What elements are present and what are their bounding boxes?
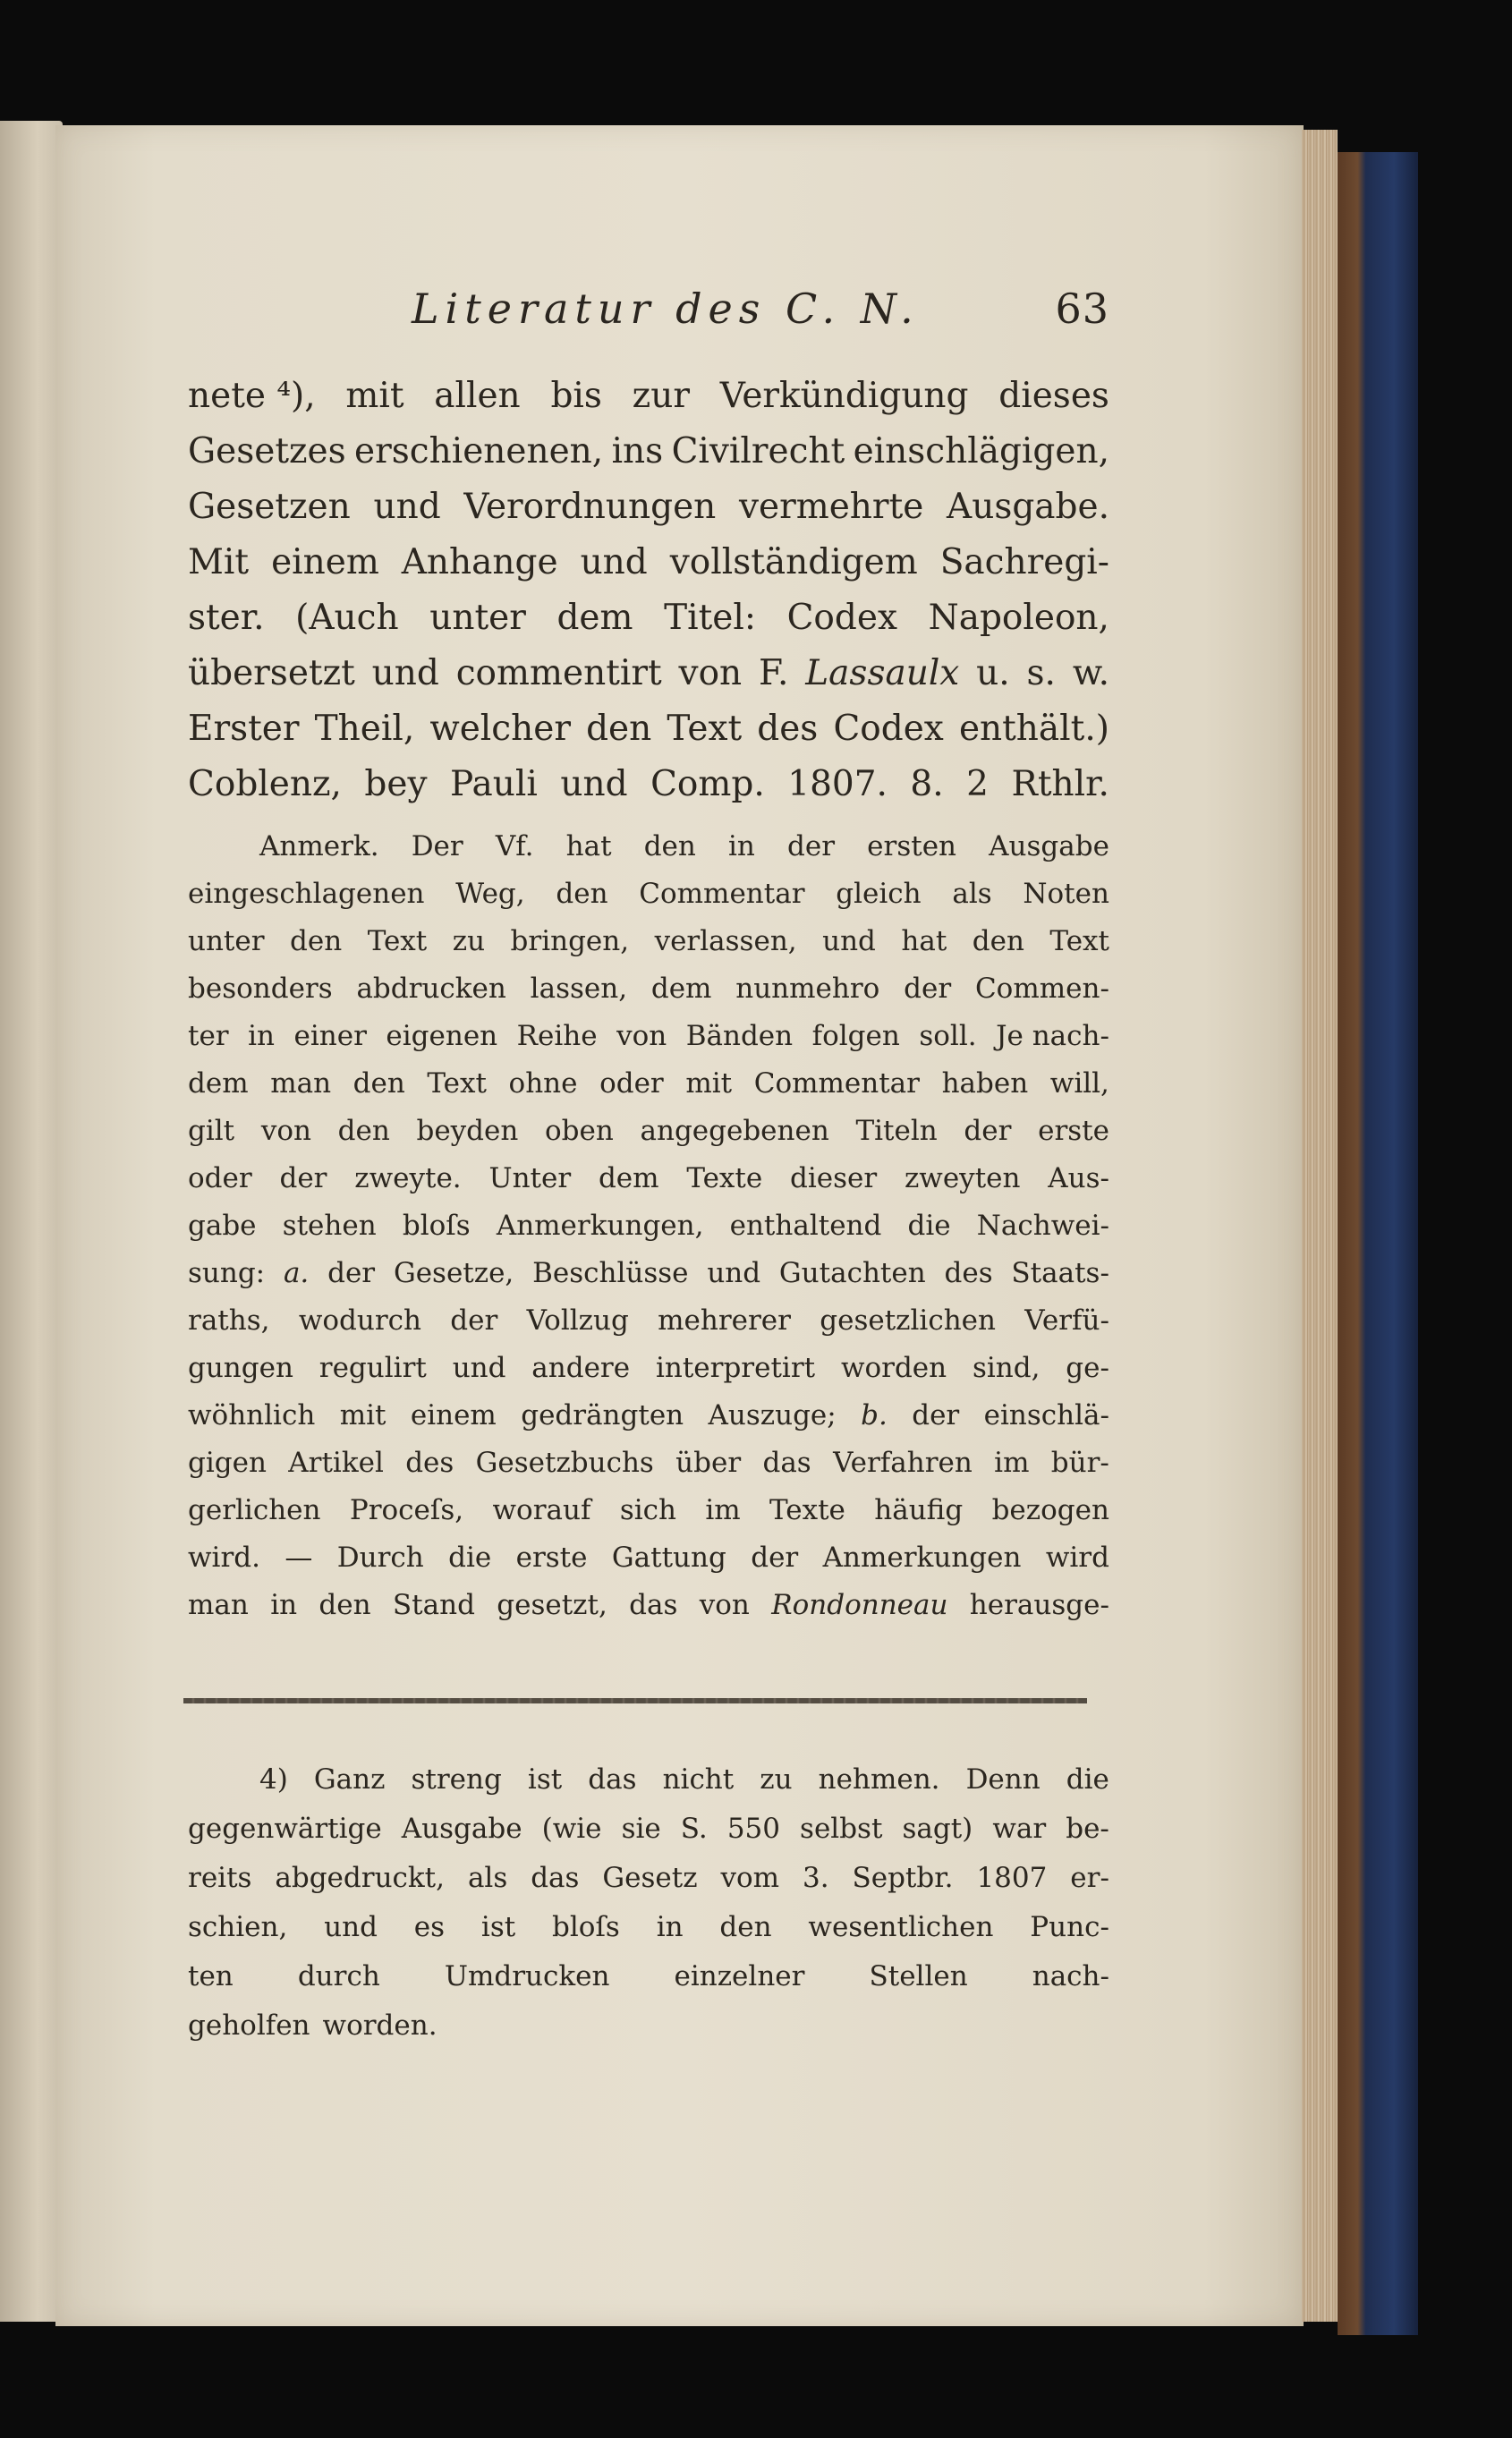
word: gungen bbox=[188, 1352, 293, 1384]
word: einschlä- bbox=[983, 1399, 1109, 1431]
annotation-line bbox=[188, 1250, 1109, 1297]
word: Texte bbox=[686, 1162, 763, 1194]
word: der bbox=[279, 1162, 327, 1194]
word: war bbox=[992, 1813, 1047, 1845]
word: Pauli bbox=[450, 764, 538, 804]
word: den bbox=[556, 878, 608, 910]
word: raths, bbox=[188, 1304, 270, 1337]
word: Proceſs, bbox=[349, 1494, 464, 1526]
word: a. bbox=[283, 1257, 310, 1289]
word: Je nach- bbox=[996, 1020, 1109, 1052]
word: sind, bbox=[972, 1352, 1041, 1384]
word: als bbox=[952, 878, 992, 910]
word: die bbox=[907, 1210, 951, 1242]
footnote-line bbox=[188, 1755, 1109, 1805]
word: Coblenz, bbox=[188, 764, 342, 804]
word: Noten bbox=[1023, 878, 1109, 910]
word: nunmehro bbox=[735, 973, 880, 1005]
word: im bbox=[994, 1447, 1030, 1479]
word: im bbox=[705, 1494, 741, 1526]
footnote-text bbox=[188, 1755, 1109, 2051]
word: F. bbox=[759, 653, 789, 693]
word: 1807 bbox=[976, 1862, 1048, 1894]
word: ter bbox=[188, 1020, 229, 1052]
word: Titel: bbox=[664, 598, 756, 638]
word: Text bbox=[1049, 925, 1109, 957]
word: und bbox=[373, 487, 441, 527]
word: wodurch bbox=[298, 1304, 421, 1337]
word: vollständigem bbox=[669, 542, 918, 582]
annotation-text bbox=[188, 823, 1109, 1629]
word: will, bbox=[1049, 1067, 1109, 1100]
word: über bbox=[675, 1447, 742, 1479]
word: Mit bbox=[188, 542, 250, 582]
word: Erster bbox=[188, 709, 300, 749]
word: mit bbox=[339, 1399, 386, 1431]
word: angegebenen bbox=[640, 1115, 829, 1147]
word: 2 bbox=[966, 764, 989, 804]
word: die bbox=[1066, 1763, 1109, 1796]
word: Ganz bbox=[313, 1763, 386, 1796]
footnote-line bbox=[188, 1952, 1109, 2001]
word: und bbox=[560, 764, 628, 804]
word: gedrängten bbox=[521, 1399, 684, 1431]
word: des bbox=[405, 1447, 454, 1479]
word: des bbox=[757, 709, 819, 749]
word: bis bbox=[550, 376, 602, 416]
word: der bbox=[450, 1304, 498, 1337]
word: nach- bbox=[1032, 1960, 1109, 1992]
word: Titeln bbox=[855, 1115, 938, 1147]
word: streng bbox=[411, 1763, 502, 1796]
word: den bbox=[719, 1911, 772, 1943]
word: und bbox=[452, 1352, 506, 1384]
word: Rthlr. bbox=[1011, 764, 1109, 804]
word: Anhange bbox=[401, 542, 558, 582]
word: mit bbox=[345, 376, 404, 416]
word: verlassen, bbox=[654, 925, 797, 957]
word: ersten bbox=[867, 830, 957, 862]
word: Unter bbox=[488, 1162, 572, 1194]
word: unter bbox=[188, 925, 265, 957]
word: der bbox=[904, 973, 952, 1005]
word: Texte bbox=[769, 1494, 845, 1526]
word: von bbox=[699, 1589, 750, 1621]
word: dem bbox=[598, 1162, 659, 1194]
footnote-line bbox=[188, 1805, 1109, 1854]
word: gleich bbox=[836, 878, 922, 910]
word: Verkündigung bbox=[719, 376, 969, 416]
word: nicht bbox=[662, 1763, 735, 1796]
word: den bbox=[353, 1067, 405, 1100]
footnote-line bbox=[188, 1854, 1109, 1903]
word: welcher bbox=[429, 709, 571, 749]
word: zur bbox=[632, 376, 690, 416]
main-text-line bbox=[188, 535, 1109, 590]
word: zweyte. bbox=[354, 1162, 462, 1194]
page-number: 63 bbox=[1055, 285, 1109, 333]
word: gegenwärtige bbox=[188, 1813, 382, 1845]
word: wird. bbox=[188, 1542, 260, 1574]
word: oder bbox=[599, 1067, 664, 1100]
word: einem bbox=[271, 542, 379, 582]
word: schien, bbox=[188, 1911, 288, 1943]
word: einer bbox=[293, 1020, 367, 1052]
word: u. bbox=[976, 653, 1010, 693]
word: Gesetzbuchs bbox=[475, 1447, 654, 1479]
word: Stand bbox=[392, 1589, 475, 1621]
word: selbst bbox=[800, 1813, 883, 1845]
word: das bbox=[531, 1862, 580, 1894]
word: Codex bbox=[833, 709, 944, 749]
word: Rondonneau bbox=[771, 1589, 948, 1621]
word: sie bbox=[621, 1813, 661, 1845]
word: Comp. bbox=[650, 764, 765, 804]
running-head bbox=[412, 285, 1109, 338]
word: oder bbox=[188, 1162, 252, 1194]
word: Gesetz bbox=[602, 1862, 698, 1894]
word: sung: bbox=[188, 1257, 266, 1289]
word: Gutachten bbox=[778, 1257, 926, 1289]
word: bringen, bbox=[510, 925, 630, 957]
word: es bbox=[413, 1911, 446, 1943]
word: Auszuge; bbox=[708, 1399, 837, 1431]
word: und bbox=[580, 542, 648, 582]
word: gilt bbox=[188, 1115, 235, 1147]
word: abdrucken bbox=[356, 973, 506, 1005]
word: enthält.) bbox=[958, 709, 1109, 749]
word: gigen bbox=[188, 1447, 267, 1479]
word: von bbox=[678, 653, 743, 693]
word: Gesetzes bbox=[188, 431, 346, 471]
word: ster. bbox=[188, 598, 265, 638]
annotation-line bbox=[188, 1155, 1109, 1202]
word: commentirt bbox=[455, 653, 662, 693]
word: mehrerer bbox=[658, 1304, 791, 1337]
word: bür- bbox=[1050, 1447, 1109, 1479]
running-head-title: Literatur des C. N. bbox=[412, 285, 920, 333]
word: vermehrte bbox=[738, 487, 924, 527]
word: einem bbox=[410, 1399, 497, 1431]
word: ten bbox=[188, 1960, 234, 1992]
word: Stellen bbox=[869, 1960, 968, 1992]
word: wesentlichen bbox=[808, 1911, 994, 1943]
word: und bbox=[371, 653, 439, 693]
word: den bbox=[972, 925, 1024, 957]
word: nehmen. bbox=[818, 1763, 940, 1796]
word: bezogen bbox=[991, 1494, 1109, 1526]
annotation-line bbox=[188, 1487, 1109, 1534]
word: 3. bbox=[802, 1862, 829, 1894]
word: herausge- bbox=[969, 1589, 1109, 1621]
word: Ausgabe bbox=[401, 1813, 522, 1845]
word: einzelner bbox=[674, 1960, 805, 1992]
word: Staats- bbox=[1011, 1257, 1109, 1289]
word: worden bbox=[840, 1352, 947, 1384]
word: hat bbox=[565, 830, 612, 862]
annotation-line bbox=[188, 1440, 1109, 1487]
word: beyden bbox=[416, 1115, 519, 1147]
word: oben bbox=[545, 1115, 614, 1147]
word: das bbox=[762, 1447, 811, 1479]
word: dieser bbox=[790, 1162, 878, 1194]
word: interpretirt bbox=[655, 1352, 816, 1384]
word: Weg, bbox=[455, 878, 525, 910]
word: folgen bbox=[811, 1020, 900, 1052]
word: (Auch bbox=[295, 598, 399, 638]
word: sagt) bbox=[902, 1813, 973, 1845]
main-text bbox=[188, 369, 1109, 812]
word: man bbox=[188, 1589, 249, 1621]
word: Durch bbox=[336, 1542, 424, 1574]
word: von bbox=[260, 1115, 311, 1147]
word: der bbox=[912, 1399, 960, 1431]
word: Vf. bbox=[495, 830, 534, 862]
word: erschienenen, bbox=[354, 431, 604, 471]
word: allen bbox=[434, 376, 521, 416]
word: Aus- bbox=[1048, 1162, 1109, 1194]
word: Napoleon, bbox=[928, 598, 1109, 638]
annotation-line bbox=[188, 1060, 1109, 1108]
word: Artikel bbox=[288, 1447, 384, 1479]
word: Nachwei- bbox=[976, 1210, 1109, 1242]
word: regulirt bbox=[319, 1352, 427, 1384]
word: wöhnlich bbox=[188, 1399, 316, 1431]
word: übersetzt bbox=[188, 653, 355, 693]
word: Umdrucken bbox=[444, 1960, 610, 1992]
word: erste bbox=[1038, 1115, 1109, 1147]
word: Gattung bbox=[611, 1542, 726, 1574]
main-text-line bbox=[188, 424, 1109, 480]
word: Sachregi- bbox=[939, 542, 1109, 582]
word: unter bbox=[429, 598, 526, 638]
word: Text bbox=[427, 1067, 487, 1100]
page-block-edge bbox=[1302, 130, 1338, 2322]
word: S. bbox=[680, 1813, 708, 1845]
word: häufig bbox=[874, 1494, 964, 1526]
word: gabe bbox=[188, 1210, 257, 1242]
word: einschlägigen, bbox=[853, 431, 1109, 471]
word: vom bbox=[720, 1862, 780, 1894]
annotation-line bbox=[188, 1534, 1109, 1582]
word: — bbox=[285, 1542, 313, 1574]
annotation-line bbox=[188, 1582, 1109, 1629]
book-cover bbox=[1338, 152, 1418, 2335]
word: von bbox=[616, 1020, 667, 1052]
word: andere bbox=[531, 1352, 631, 1384]
word: als bbox=[467, 1862, 508, 1894]
word: zu bbox=[760, 1763, 793, 1796]
word: enthaltend bbox=[729, 1210, 882, 1242]
main-text-line bbox=[188, 590, 1109, 646]
word: durch bbox=[297, 1960, 380, 1992]
footnote-rule bbox=[183, 1698, 1087, 1703]
word: den bbox=[337, 1115, 390, 1147]
word: Anmerkungen, bbox=[496, 1210, 704, 1242]
word: in bbox=[270, 1589, 298, 1621]
word: Ausgabe bbox=[989, 830, 1109, 862]
word: bloſs bbox=[402, 1210, 471, 1242]
word: Lassaulx bbox=[805, 653, 960, 693]
word: Theil, bbox=[314, 709, 415, 749]
word: reits bbox=[188, 1862, 252, 1894]
word: das bbox=[588, 1763, 637, 1796]
word: Anmerk. bbox=[259, 830, 379, 862]
word: den bbox=[586, 709, 652, 749]
word: Commen- bbox=[974, 973, 1109, 1005]
word: nete ⁴), bbox=[188, 376, 316, 416]
annotation-line bbox=[188, 1202, 1109, 1250]
word: den bbox=[290, 925, 343, 957]
word: und bbox=[324, 1911, 378, 1943]
word: dem bbox=[188, 1067, 249, 1100]
word: Commentar bbox=[753, 1067, 920, 1100]
word: ohne bbox=[508, 1067, 578, 1100]
left-page-edge bbox=[0, 121, 63, 2322]
word: besonders bbox=[188, 973, 333, 1005]
word: den bbox=[319, 1589, 371, 1621]
word: Septbr. bbox=[852, 1862, 954, 1894]
word: dieses bbox=[998, 376, 1109, 416]
word: das bbox=[629, 1589, 678, 1621]
word: dem bbox=[556, 598, 633, 638]
annotation-line bbox=[188, 871, 1109, 918]
word: in bbox=[248, 1020, 276, 1052]
word: b. bbox=[861, 1399, 888, 1431]
annotation-line bbox=[188, 1297, 1109, 1345]
word: er- bbox=[1070, 1862, 1109, 1894]
word: dem bbox=[650, 973, 712, 1005]
word: Text bbox=[367, 925, 428, 957]
word: 1807. bbox=[787, 764, 888, 804]
word: stehen bbox=[282, 1210, 377, 1242]
word: Beschlüsse bbox=[532, 1257, 689, 1289]
word: zweyten bbox=[904, 1162, 1021, 1194]
word: Anmerkungen bbox=[822, 1542, 1022, 1574]
word: Punc- bbox=[1030, 1911, 1109, 1943]
word: ge- bbox=[1066, 1352, 1109, 1384]
word: hat bbox=[901, 925, 947, 957]
word: gesetzlichen bbox=[820, 1304, 996, 1337]
word: (wie bbox=[541, 1813, 602, 1845]
word: Vollzug bbox=[526, 1304, 629, 1337]
word: der bbox=[787, 830, 836, 862]
word: haben bbox=[941, 1067, 1029, 1100]
word: eigenen bbox=[386, 1020, 498, 1052]
word: Der bbox=[411, 830, 463, 862]
word: soll. bbox=[919, 1020, 977, 1052]
main-text-line bbox=[188, 480, 1109, 535]
word: der bbox=[751, 1542, 799, 1574]
word: Bänden bbox=[685, 1020, 794, 1052]
word: Verordnungen bbox=[463, 487, 717, 527]
word: Gesetze, bbox=[393, 1257, 514, 1289]
annotation-line bbox=[188, 965, 1109, 1013]
word: abgedruckt, bbox=[275, 1862, 445, 1894]
word: und bbox=[707, 1257, 761, 1289]
word: Codex bbox=[786, 598, 897, 638]
word: bloſs bbox=[552, 1911, 620, 1943]
main-text-line bbox=[188, 369, 1109, 424]
word: 8. bbox=[910, 764, 944, 804]
word: 550 bbox=[726, 1813, 780, 1845]
word: lassen, bbox=[530, 973, 628, 1005]
word: zu bbox=[452, 925, 486, 957]
word: wird bbox=[1045, 1542, 1109, 1574]
word: mit bbox=[685, 1067, 733, 1100]
word: Reihe bbox=[516, 1020, 598, 1052]
word: und bbox=[822, 925, 876, 957]
word: Text bbox=[667, 709, 743, 749]
word: gerlichen bbox=[188, 1494, 321, 1526]
main-text-line bbox=[188, 757, 1109, 812]
word: s. bbox=[1026, 653, 1056, 693]
word: eingeschlagenen bbox=[188, 878, 425, 910]
word: Ausgabe. bbox=[947, 487, 1109, 527]
word: in bbox=[727, 830, 755, 862]
annotation-line bbox=[188, 1345, 1109, 1392]
annotation-line bbox=[188, 1108, 1109, 1155]
word: gesetzt, bbox=[497, 1589, 607, 1621]
word: Gesetzen bbox=[188, 487, 351, 527]
word: erste bbox=[515, 1542, 588, 1574]
annotation-line bbox=[188, 918, 1109, 965]
annotation-line bbox=[188, 823, 1109, 871]
word: worden. bbox=[322, 2009, 437, 2042]
word: Verfahren bbox=[833, 1447, 973, 1479]
word: sich bbox=[619, 1494, 676, 1526]
footnote-line bbox=[188, 2001, 1109, 2051]
word: der bbox=[964, 1115, 1012, 1147]
word: die bbox=[448, 1542, 492, 1574]
word: Civilrecht bbox=[671, 431, 845, 471]
word: 4) bbox=[259, 1763, 288, 1796]
word: der bbox=[327, 1257, 376, 1289]
word: bey bbox=[364, 764, 428, 804]
word: geholfen bbox=[188, 2009, 310, 2042]
word: den bbox=[643, 830, 696, 862]
word: ist bbox=[480, 1911, 516, 1943]
word: ins bbox=[611, 431, 664, 471]
annotation-line bbox=[188, 1013, 1109, 1060]
word: ist bbox=[527, 1763, 563, 1796]
word: in bbox=[656, 1911, 684, 1943]
word: Commentar bbox=[639, 878, 805, 910]
footnote-line bbox=[188, 1903, 1109, 1952]
main-text-line bbox=[188, 646, 1109, 701]
word: man bbox=[270, 1067, 332, 1100]
word: w. bbox=[1072, 653, 1109, 693]
word: Verfü- bbox=[1024, 1304, 1109, 1337]
main-text-line bbox=[188, 701, 1109, 757]
word: worauf bbox=[492, 1494, 591, 1526]
word: des bbox=[944, 1257, 993, 1289]
word: Denn bbox=[965, 1763, 1041, 1796]
word: be- bbox=[1066, 1813, 1109, 1845]
annotation-line bbox=[188, 1392, 1109, 1440]
